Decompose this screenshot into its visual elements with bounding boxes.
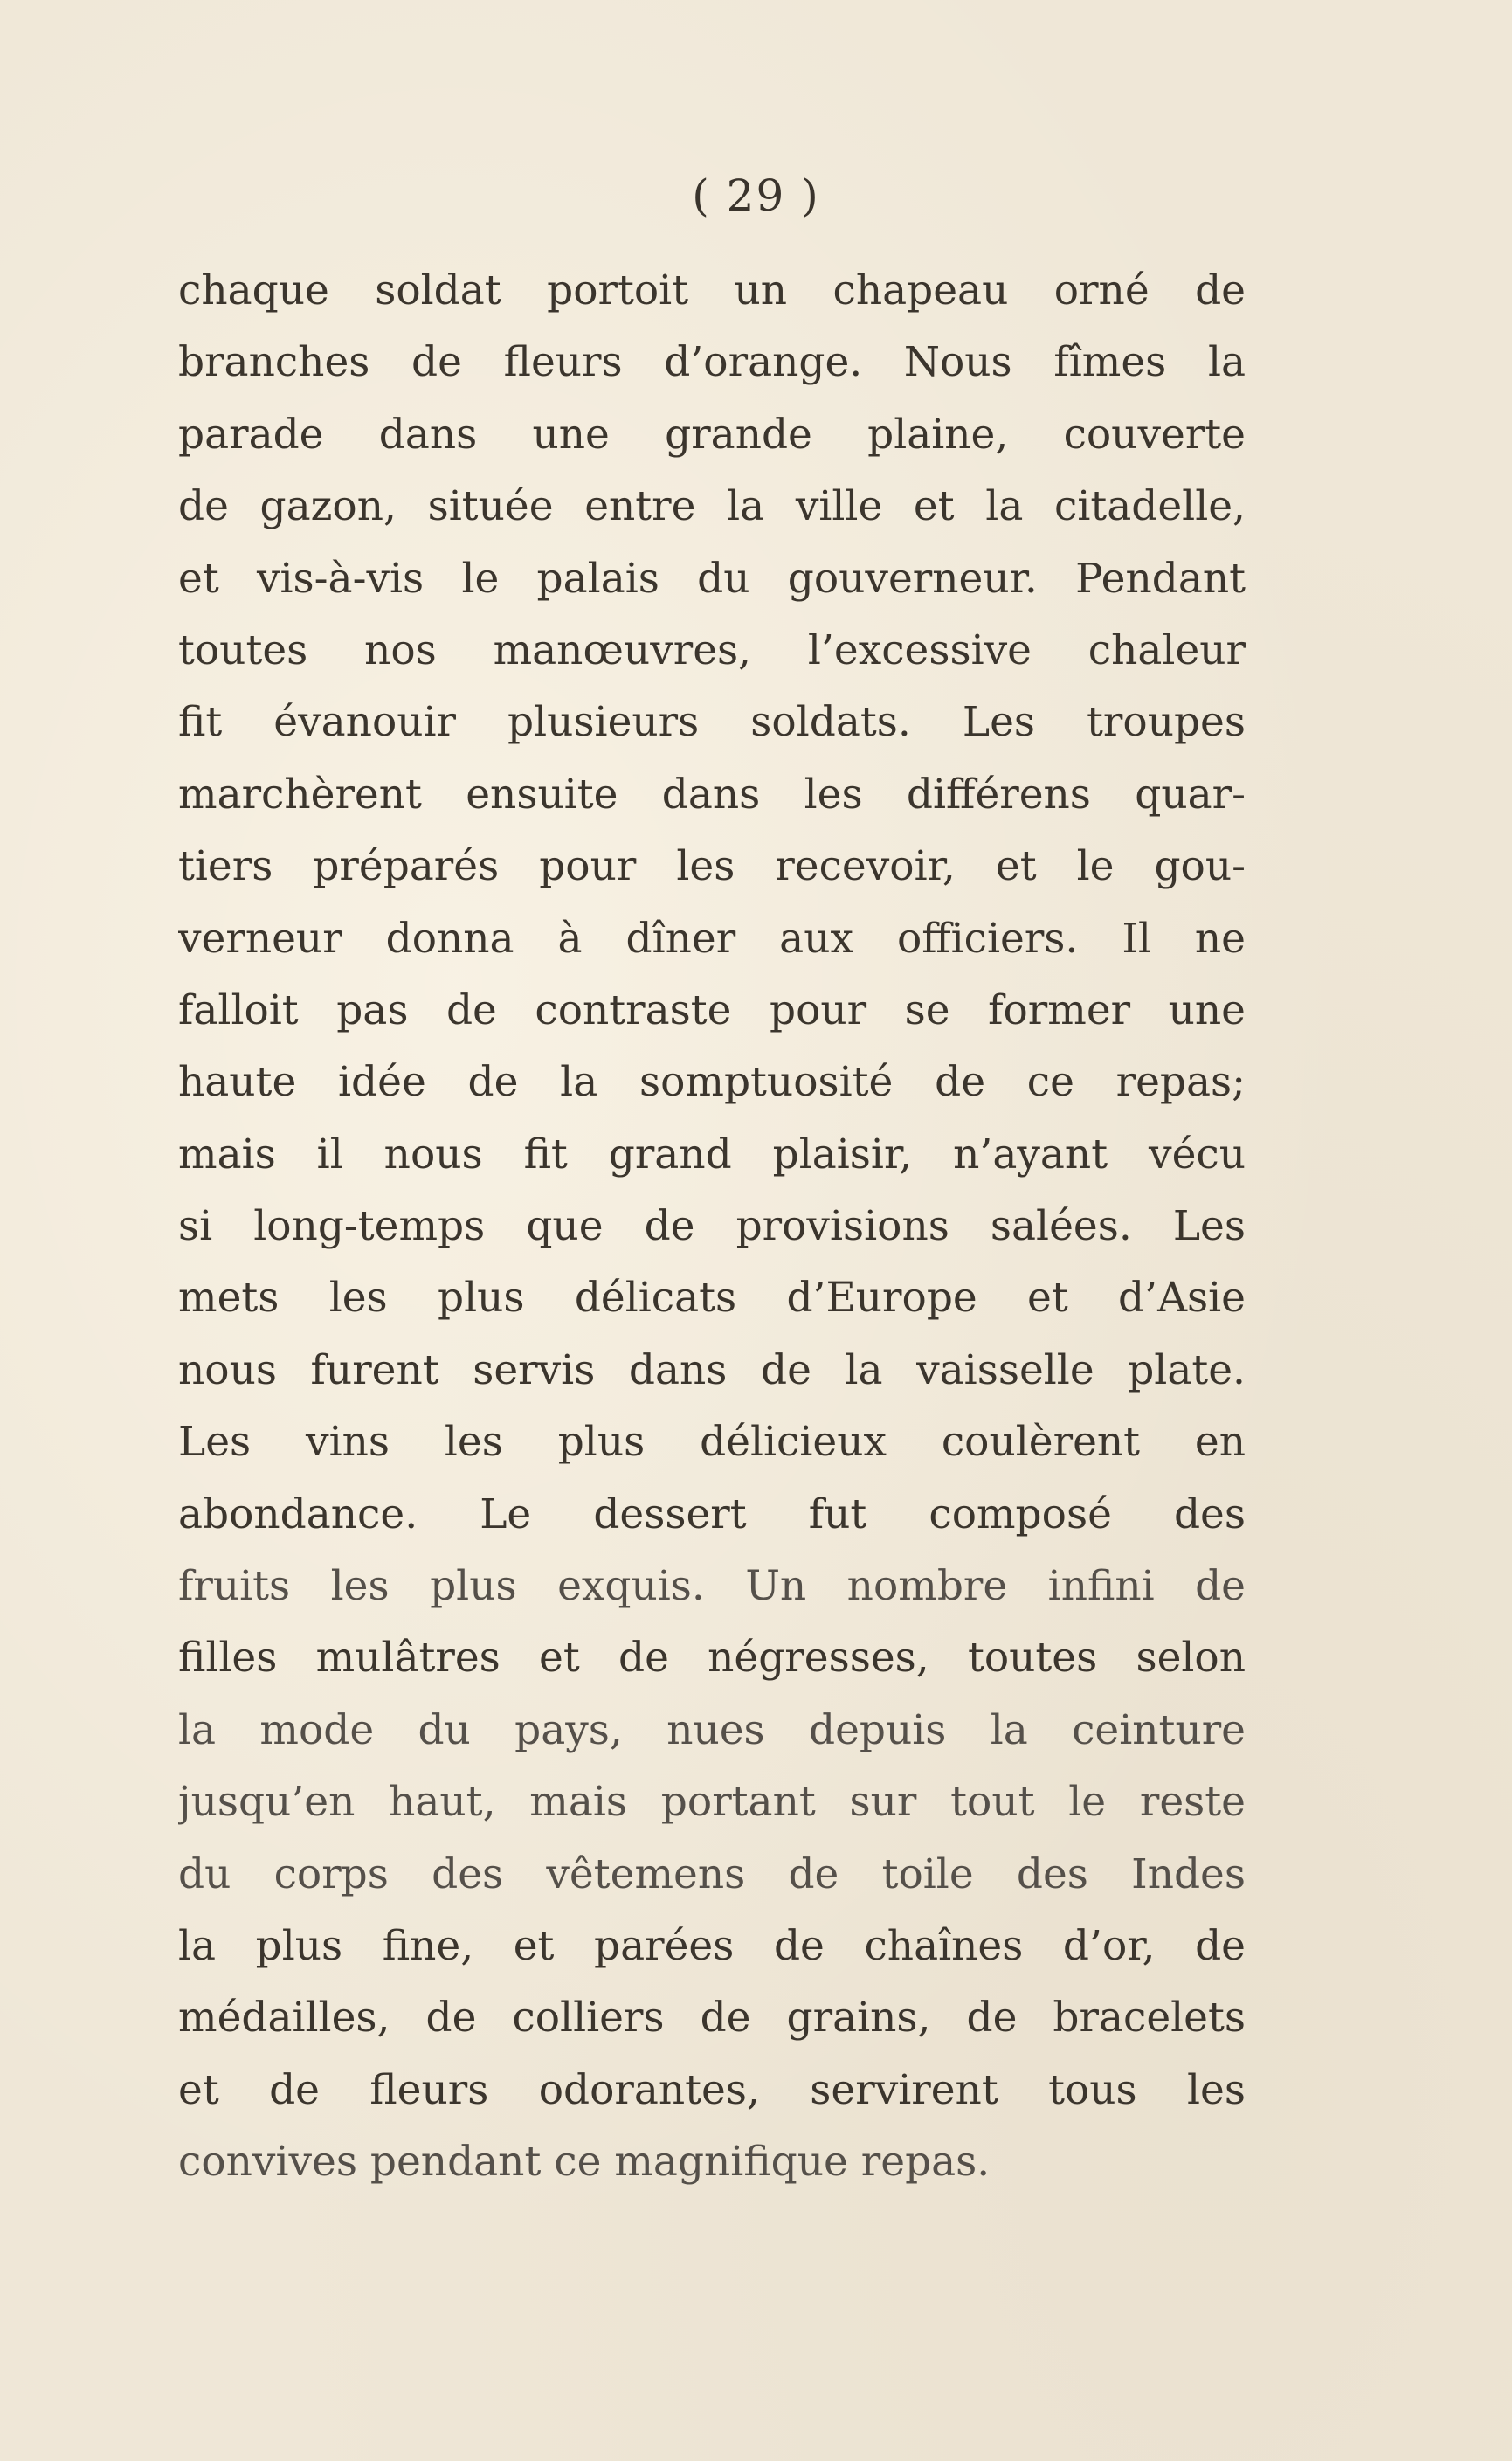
text-line: haute idée de la somptuosité de ce repas; [178,1058,1246,1107]
text-line: verneur donna à dîner aux officiers. Il ne [178,914,1246,963]
text-line: mais il nous fit grand plaisir, n’ayant vécu [178,1130,1246,1179]
text-line: mets les plus délicats d’Europe et d’Asie [178,1274,1246,1323]
text-line: chaque soldat portoit un chapeau orné de [178,266,1246,315]
text-line: la mode du pays, nues depuis la ceinture [178,1705,1246,1754]
text-line: de gazon, située entre la ville et la citadelle, [178,482,1246,531]
text-line: toutes nos manœuvres, l’excessive chaleur [178,626,1246,674]
text-line: et vis-à-vis le palais du gouverneur. Pendant [178,554,1246,603]
text-line: tiers préparés pour les recevoir, et le gou- [178,842,1246,891]
text-line: marchèrent ensuite dans les différens quar- [178,770,1246,819]
text-line: branches de fleurs d’orange. Nous fîmes la [178,338,1246,387]
text-line: et de fleurs odorantes, servirent tous les [178,2065,1246,2114]
text-line: du corps des vêtemens de toile des Indes [178,1849,1246,1898]
text-line: filles mulâtres et de négresses, toutes selon [178,1634,1246,1683]
text-line: nous furent servis dans de la vaisselle plate. [178,1345,1246,1394]
text-line: si long-temps que de provisions salées. Les [178,1202,1246,1251]
text-line: abondance. Le dessert fut composé des [178,1490,1246,1538]
text-line: Les vins les plus délicieux coulèrent en [178,1418,1246,1467]
text-line: jusqu’en haut, mais portant sur tout le reste [178,1778,1246,1827]
text-line: falloit pas de contraste pour se former une [178,985,1246,1034]
body-text [178,255,1246,2199]
text-line: la plus fine, et parées de chaînes d’or, de [178,1921,1246,1970]
text-line: parade dans une grande plaine, couverte [178,410,1246,459]
page-number: ( 29 ) [692,170,820,221]
text-line: fruits les plus exquis. Un nombre infini de [178,1562,1246,1611]
text-line: médailles, de colliers de grains, de bracelets [178,1994,1246,2043]
text-line: convives pendant ce magnifique repas. [178,2138,991,2187]
text-line: fit évanouir plusieurs soldats. Les troupes [178,698,1246,747]
